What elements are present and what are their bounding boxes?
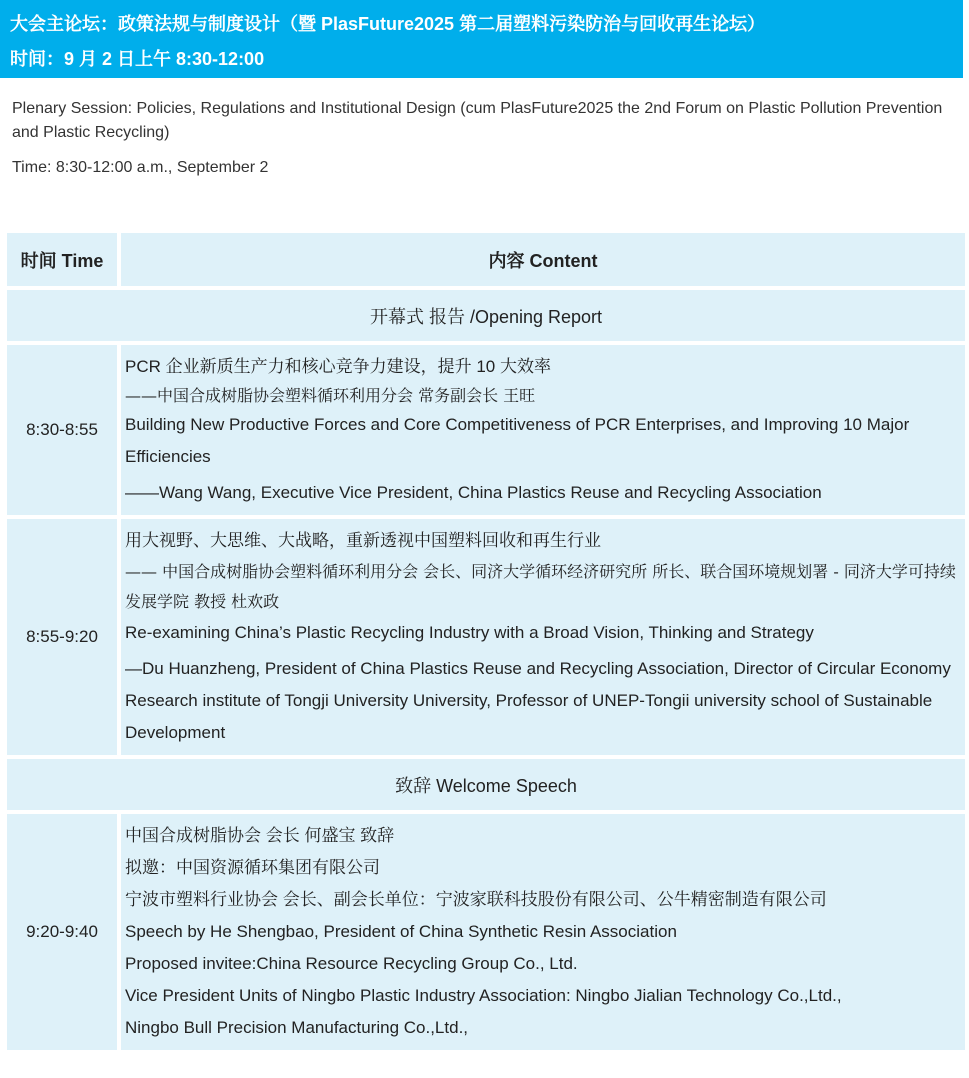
row-time: 9:20-9:40 [7,814,117,1050]
session-time-en: Time: 8:30-12:00 a.m., September 2 [12,159,269,176]
section-opening: 开幕式 报告 /Opening Report [7,290,965,341]
speech-cn: 中国合成树脂协会 会长 何盛宝 致辞 [125,826,395,845]
units-en-cont: Ningbo Bull Precision Manufacturing Co.,Ltd., [125,1018,469,1037]
row-content [121,519,965,755]
talk-title-cn: PCR 企业新质生产力和核心竞争力建设，提升 10 大效率 [125,357,551,376]
row-time: 8:55-9:20 [7,519,117,755]
invitee-en: Proposed invitee:China Resource Recycling Group Co., Ltd. [125,954,578,973]
section-welcome: 致辞 Welcome Speech [7,759,965,810]
row-content [121,345,965,515]
speech-en: Speech by He Shengbao, President of China Synthetic Resin Association [125,922,677,941]
units-cn: 宁波市塑料行业协会 会长、副会长单位：宁波家联科技股份有限公司、公牛精密制造有限公司 [125,890,827,909]
table-row [7,814,965,1050]
session-title-cn: 大会主论坛：政策法规与制度设计（暨 PlasFuture2025 第二届塑料污染防治与回收再生论坛） [10,14,766,34]
header-time: 时间 Time [7,233,117,286]
session-title-en: Plenary Session: Policies, Regulations and Institutional Design (cum PlasFuture2025 the 2nd Forum on Plastic Pollution Prevention and Plastic Recycling) [12,100,943,141]
table-row [7,519,965,755]
talk-title-en: Re-examining China’s Plastic Recycling Industry with a Broad Vision, Thinking and Strategy [125,623,814,642]
units-en: Vice President Units of Ningbo Plastic Industry Association: Ningbo Jialian Technology Co.,Ltd., [125,986,842,1005]
speaker-en: —Du Huanzheng, President of China Plastics Reuse and Recycling Association, Director of Circular Economy Research institute of Tongji University University, Professor of UNEP-Tongii university school of Sustainable Development [125,659,951,742]
header-content: 内容 Content [121,233,965,286]
session-banner [0,0,963,78]
speaker-cn: —— 中国合成树脂协会塑料循环利用分会 会长、同济大学循环经济研究所 所长、联合国环境规划署 - 同济大学可持续发展学院 教授 杜欢政 [125,562,956,611]
talk-title-en: Building New Productive Forces and Core Competitiveness of PCR Enterprises, and Improving 10 Major Efficiencies [125,415,910,466]
table-row [7,345,965,515]
talk-title-cn: 用大视野、大思维、大战略，重新透视中国塑料回收和再生行业 [125,531,601,550]
speaker-en: ——Wang Wang, Executive Vice President, China Plastics Reuse and Recycling Association [125,483,822,502]
agenda-table [3,229,969,1054]
row-time: 8:30-8:55 [7,345,117,515]
row-content [121,814,965,1050]
invitee-cn: 拟邀：中国资源循环集团有限公司 [125,858,380,877]
speaker-cn: ——中国合成树脂协会塑料循环利用分会 常务副会长 王旺 [125,386,536,405]
session-time-cn: 时间：9 月 2 日上午 8:30-12:00 [10,49,265,69]
table-header [7,233,965,286]
